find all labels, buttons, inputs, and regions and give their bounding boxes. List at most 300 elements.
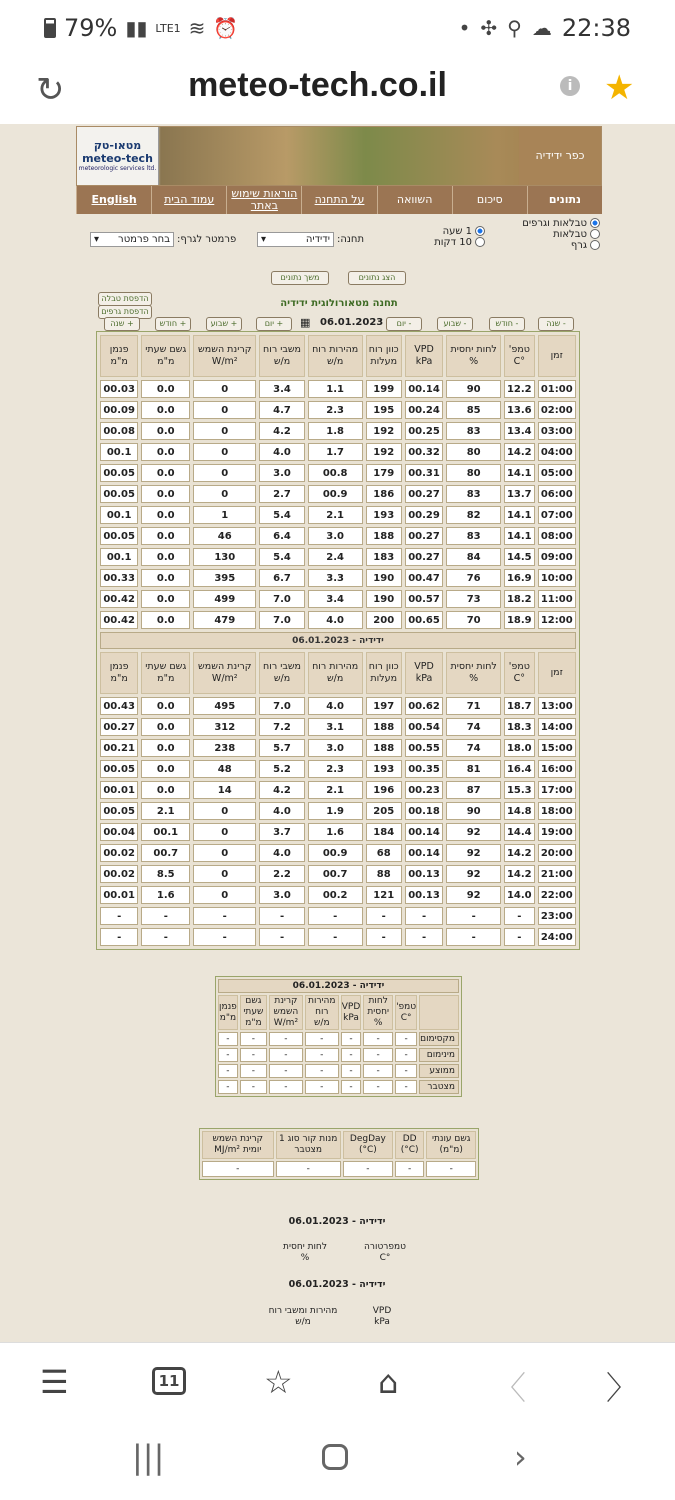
- summary-cell: -: [269, 1080, 303, 1094]
- summary-header: [419, 995, 459, 1030]
- table-cell: 22:00: [538, 886, 577, 904]
- header-label: כוון רוח: [368, 661, 399, 672]
- month-plus-button[interactable]: חודש +: [155, 317, 191, 331]
- summary-cell: -: [269, 1064, 303, 1078]
- table-cell: 0: [193, 422, 256, 440]
- table-cell: 197: [366, 697, 402, 715]
- radio-icon[interactable]: [590, 218, 600, 228]
- header-unit: °C: [513, 356, 526, 367]
- station-select[interactable]: ידידיה ▾: [257, 232, 334, 247]
- graph1-legend-temp: טמפרטורה C°: [364, 1242, 406, 1263]
- table-cell: 4.2: [259, 781, 304, 799]
- table-cell: 8.5: [141, 865, 190, 883]
- table-cell: 16:00: [538, 760, 577, 778]
- summary-row: [218, 1064, 459, 1078]
- table-cell: 0.0: [141, 485, 190, 503]
- table-cell: 130: [193, 548, 256, 566]
- table-cell: 0.0: [141, 548, 190, 566]
- header-unit: מ"מ: [219, 1012, 237, 1023]
- table-cell: 7.0: [259, 697, 304, 715]
- cumulative-header: קרינת השמש יומית MJ/m²: [202, 1131, 274, 1159]
- table-cell: 18:00: [538, 802, 577, 820]
- table-cell: 3.0: [308, 527, 363, 545]
- table-cell: 0: [193, 443, 256, 461]
- table-cell: 5.7: [259, 739, 304, 757]
- table-cell: 4.0: [259, 443, 304, 461]
- table-cell: 184: [366, 823, 402, 841]
- header-label: קרינת השמש: [198, 661, 252, 672]
- table-cell: 06:00: [538, 485, 577, 503]
- recent-apps-icon[interactable]: |||: [132, 1438, 165, 1476]
- header-unit: W/m²: [211, 356, 238, 367]
- table-row: [100, 464, 576, 482]
- header-label: טמפ': [508, 344, 530, 355]
- table-cell: 205: [366, 802, 402, 820]
- table-row: [100, 823, 576, 841]
- table-cell: 00.42: [100, 590, 138, 608]
- table-cell: 4.0: [308, 611, 363, 629]
- nav-about-station[interactable]: על התחנה: [301, 186, 376, 214]
- current-date[interactable]: 06.01.2023: [320, 317, 384, 328]
- table-cell: 14.0: [504, 886, 534, 904]
- table-cell: 02:00: [538, 401, 577, 419]
- table-cell: 395: [193, 569, 256, 587]
- table-row: [100, 802, 576, 820]
- table-cell: -: [504, 928, 534, 946]
- column-header: [193, 335, 256, 377]
- view-options: [510, 218, 600, 251]
- table-cell: 4.0: [308, 697, 363, 715]
- cumulative-cell: -: [276, 1161, 341, 1177]
- summary-cell: -: [305, 1032, 339, 1046]
- header-label: משבי רוח: [263, 661, 302, 672]
- table-cell: 90: [446, 802, 501, 820]
- table-cell: 00.27: [405, 485, 443, 503]
- tabs-icon[interactable]: 11: [152, 1367, 186, 1395]
- nav-english[interactable]: English: [76, 186, 151, 214]
- year-plus-button[interactable]: שנה +: [104, 317, 140, 331]
- table-cell: 0.0: [141, 422, 190, 440]
- table-cell: 07:00: [538, 506, 577, 524]
- table-row: [100, 569, 576, 587]
- table-cell: 00.1: [100, 548, 138, 566]
- graph2-legend-vpd: VPD kPa: [372, 1306, 392, 1327]
- month-minus-button[interactable]: חודש -: [489, 317, 525, 331]
- table-cell: 183: [366, 548, 402, 566]
- table-cell: 2.4: [308, 548, 363, 566]
- view-graph[interactable]: גרף: [510, 240, 600, 251]
- table-cell: 03:00: [538, 422, 577, 440]
- cumulative-header: DD (°C): [395, 1131, 425, 1159]
- table-row: [100, 506, 576, 524]
- table-cell: 00.08: [100, 422, 138, 440]
- table-cell: 81: [446, 760, 501, 778]
- table-row: [100, 739, 576, 757]
- table-cell: 479: [193, 611, 256, 629]
- graph1-title: ידידיה - 06.01.2023: [288, 1216, 386, 1227]
- day-minus-button[interactable]: יום -: [386, 317, 422, 331]
- table-cell: 00.02: [100, 844, 138, 862]
- header-label: גשם שעתי: [243, 996, 264, 1017]
- table-cell: 13.6: [504, 401, 534, 419]
- home-button-icon[interactable]: [322, 1444, 348, 1470]
- browser-bottom-bar: [0, 1342, 675, 1422]
- view-tables[interactable]: טבלאות: [510, 229, 600, 240]
- table-row: [100, 886, 576, 904]
- table-cell: 80: [446, 464, 501, 482]
- table-row: [100, 443, 576, 461]
- station-title: תחנה מטאורולוגית ידידיה: [280, 298, 398, 309]
- table-cell: 14.1: [504, 464, 534, 482]
- header-label: VPD: [414, 344, 434, 355]
- table-cell: 16.4: [504, 760, 534, 778]
- table-cell: 00.01: [100, 781, 138, 799]
- header-label: משבי רוח: [263, 344, 302, 355]
- table-cell: 0.0: [141, 401, 190, 419]
- print-graphs-button[interactable]: הדפסת גרפים: [98, 305, 152, 319]
- summary-cell: -: [240, 1064, 267, 1078]
- column-header: [259, 335, 304, 377]
- radio-icon[interactable]: [475, 237, 485, 247]
- table-row: [100, 548, 576, 566]
- nav-compare[interactable]: השוואה: [377, 186, 452, 214]
- header-unit: W/m²: [211, 673, 238, 684]
- table-cell: 88: [366, 865, 402, 883]
- cumulative-cell: -: [426, 1161, 476, 1177]
- header-label: קרינת השמש: [273, 996, 299, 1017]
- interval-10min[interactable]: 10 דקות: [425, 237, 485, 248]
- summary-cell: -: [218, 1064, 238, 1078]
- table-row: [100, 928, 576, 946]
- table-cell: 0.0: [141, 443, 190, 461]
- table-cell: 21:00: [538, 865, 577, 883]
- summary-cell: -: [363, 1032, 393, 1046]
- meteo-tech-logo[interactable]: [77, 127, 159, 185]
- logo-english: meteo-tech: [82, 152, 153, 165]
- summary-cell: -: [240, 1080, 267, 1094]
- table-cell: 00.04: [100, 823, 138, 841]
- table-cell: 00.55: [405, 739, 443, 757]
- table-cell: 0: [193, 464, 256, 482]
- header-label: לחות יחסית: [450, 344, 497, 355]
- table-cell: 83: [446, 485, 501, 503]
- table-cell: 3.4: [259, 380, 304, 398]
- table-cell: 195: [366, 401, 402, 419]
- table-cell: 00.31: [405, 464, 443, 482]
- summary-row: [218, 1032, 459, 1046]
- nav-data[interactable]: נתונים: [527, 186, 602, 214]
- table-cell: 18.0: [504, 739, 534, 757]
- table-cell: 24:00: [538, 928, 577, 946]
- table-cell: 74: [446, 718, 501, 736]
- view-tables-graphs[interactable]: טבלאות וגרפים: [510, 218, 600, 229]
- summary-cell: -: [341, 1080, 362, 1094]
- table-cell: 2.7: [259, 485, 304, 503]
- url-bar: [0, 56, 675, 124]
- table-cell: 92: [446, 823, 501, 841]
- table-cell: 179: [366, 464, 402, 482]
- table-cell: -: [308, 907, 363, 925]
- table-cell: 186: [366, 485, 402, 503]
- summary-header: [218, 995, 238, 1030]
- summary-header: [269, 995, 303, 1030]
- table-cell: 00.13: [405, 865, 443, 883]
- cumulative-cell: -: [343, 1161, 393, 1177]
- table-cell: 90: [446, 380, 501, 398]
- radio-icon[interactable]: [590, 240, 600, 250]
- table-cell: 00.1: [141, 823, 190, 841]
- back-nav-icon[interactable]: ›: [514, 1438, 527, 1476]
- summary-cell: -: [240, 1048, 267, 1062]
- table-cell: 3.0: [308, 739, 363, 757]
- table-cell: 00.33: [100, 569, 138, 587]
- table-cell: 00.9: [308, 844, 363, 862]
- next-data-button[interactable]: משך נתונים: [271, 271, 329, 285]
- table-cell: 1.8: [308, 422, 363, 440]
- table-cell: -: [193, 928, 256, 946]
- table-cell: 1.6: [308, 823, 363, 841]
- nav-home[interactable]: עמוד הבית: [151, 186, 226, 214]
- header-unit: מ/ש: [314, 1018, 330, 1028]
- cumulative-header: DegDay (°C): [343, 1131, 393, 1159]
- summary-header: [305, 995, 339, 1030]
- column-header: [446, 652, 501, 694]
- param-label: פרמטר לגרף:: [177, 234, 237, 245]
- table-cell: 00.42: [100, 611, 138, 629]
- table-cell: 14.2: [504, 844, 534, 862]
- table-cell: 00.09: [100, 401, 138, 419]
- table-cell: 499: [193, 590, 256, 608]
- summary-row-label: מקסימום: [419, 1032, 459, 1046]
- url-text[interactable]: meteo-tech.co.il: [188, 66, 447, 104]
- table-cell: 495: [193, 697, 256, 715]
- bookmarks-icon[interactable]: ☆: [264, 1363, 293, 1401]
- table-cell: 192: [366, 443, 402, 461]
- calendar-icon[interactable]: ▦: [300, 316, 311, 329]
- table-cell: 00.1: [100, 506, 138, 524]
- date-separator: ידידיה - 06.01.2023: [100, 632, 576, 649]
- table-cell: 68: [366, 844, 402, 862]
- table-cell: 00.05: [100, 527, 138, 545]
- table-cell: 0: [193, 823, 256, 841]
- table-cell: 05:00: [538, 464, 577, 482]
- table-cell: 7.0: [259, 590, 304, 608]
- column-header: [446, 335, 501, 377]
- table-cell: -: [405, 928, 443, 946]
- place-name: כפר ידידיה: [519, 127, 601, 185]
- table-cell: 00.9: [308, 485, 363, 503]
- summary-cell: -: [363, 1048, 393, 1062]
- param-select[interactable]: בחר פרמטר ▾: [90, 232, 174, 247]
- logo-subtitle: meteorologic services ltd.: [78, 165, 157, 172]
- info-icon[interactable]: i: [560, 76, 580, 96]
- reload-icon[interactable]: ↻: [36, 70, 65, 110]
- table-cell: 00.27: [405, 548, 443, 566]
- table-header-b: [100, 652, 576, 694]
- table-cell: 188: [366, 739, 402, 757]
- logo-hebrew: מטאו-טק: [93, 139, 142, 152]
- table-cell: 00.05: [100, 464, 138, 482]
- table-cell: 74: [446, 739, 501, 757]
- column-header: [100, 652, 138, 694]
- week-plus-button[interactable]: שבוע +: [206, 317, 242, 331]
- station-label: תחנה:: [337, 234, 365, 245]
- summary-cell: -: [218, 1080, 238, 1094]
- forward-icon[interactable]: 〉: [606, 1369, 639, 1407]
- table-cell: 00.27: [405, 527, 443, 545]
- table-cell: 3.7: [259, 823, 304, 841]
- table-row: [100, 527, 576, 545]
- table-cell: 1.9: [308, 802, 363, 820]
- table-cell: 17:00: [538, 781, 577, 799]
- summary-cell: -: [395, 1080, 417, 1094]
- table-cell: -: [259, 928, 304, 946]
- print-table-button[interactable]: הדפסת טבלה: [98, 292, 152, 306]
- menu-icon[interactable]: ☰: [40, 1363, 69, 1401]
- table-cell: 7.0: [259, 611, 304, 629]
- table-row: [100, 781, 576, 799]
- table-cell: 14.5: [504, 548, 534, 566]
- column-header: [405, 335, 443, 377]
- summary-cell: -: [363, 1064, 393, 1078]
- battery-icon: [44, 18, 56, 38]
- table-row: [100, 590, 576, 608]
- table-cell: -: [504, 907, 534, 925]
- summary-cell: -: [395, 1032, 417, 1046]
- table-cell: 0.0: [141, 739, 190, 757]
- table-cell: 3.0: [259, 464, 304, 482]
- table-cell: 00.01: [100, 886, 138, 904]
- column-header: [141, 335, 190, 377]
- table-cell: 14.2: [504, 443, 534, 461]
- table-cell: 7.2: [259, 718, 304, 736]
- table-cell: -: [446, 928, 501, 946]
- header-label: מהירות רוח: [312, 661, 359, 672]
- status-bar: [0, 0, 675, 56]
- table-cell: 00.7: [308, 865, 363, 883]
- summary-cell: -: [363, 1080, 393, 1094]
- table-cell: 2.3: [308, 401, 363, 419]
- interval-1h[interactable]: 1 שעה: [425, 226, 485, 237]
- table-row: [100, 401, 576, 419]
- header-label: VPD: [341, 1001, 361, 1012]
- table-cell: 14: [193, 781, 256, 799]
- table-cell: 2.1: [141, 802, 190, 820]
- battery-percent: 79%: [64, 14, 118, 42]
- interval-options: [425, 226, 485, 248]
- summary-table: [215, 976, 462, 1097]
- table-cell: 2.1: [308, 506, 363, 524]
- show-data-button[interactable]: הצג נתונים: [348, 271, 406, 285]
- summary-row: [218, 1080, 459, 1094]
- header-label: טמפ': [396, 1001, 417, 1012]
- table-cell: 00.03: [100, 380, 138, 398]
- table-cell: 1: [193, 506, 256, 524]
- column-header: [405, 652, 443, 694]
- column-header: [193, 652, 256, 694]
- header-unit: %: [469, 356, 479, 367]
- table-cell: 00.25: [405, 422, 443, 440]
- table-cell: 0: [193, 380, 256, 398]
- year-minus-button[interactable]: שנה -: [538, 317, 574, 331]
- table-cell: 92: [446, 886, 501, 904]
- table-cell: 192: [366, 422, 402, 440]
- table-cell: 10:00: [538, 569, 577, 587]
- table-body: [100, 380, 576, 946]
- header-label: VPD: [414, 661, 434, 672]
- table-cell: 4.2: [259, 422, 304, 440]
- radio-icon[interactable]: [590, 229, 600, 239]
- header-label: פנמן: [109, 344, 129, 355]
- summary-cell: -: [240, 1032, 267, 1046]
- summary-header: [395, 995, 417, 1030]
- table-cell: 3.1: [308, 718, 363, 736]
- table-cell: 121: [366, 886, 402, 904]
- summary-cell: -: [341, 1048, 362, 1062]
- header-label: זמן: [550, 667, 563, 678]
- table-cell: 00.14: [405, 380, 443, 398]
- back-icon[interactable]: 〈: [494, 1369, 527, 1407]
- table-cell: 14.4: [504, 823, 534, 841]
- table-cell: -: [100, 907, 138, 925]
- star-icon[interactable]: ★: [604, 68, 635, 108]
- table-cell: 00.7: [141, 844, 190, 862]
- header-unit: W/m²: [273, 1018, 299, 1028]
- table-cell: 193: [366, 760, 402, 778]
- summary-row-label: מצטבר: [419, 1080, 459, 1094]
- summary-cell: -: [269, 1032, 303, 1046]
- summary-header: [240, 995, 267, 1030]
- wifi-icon: ≋: [188, 16, 206, 40]
- table-cell: 312: [193, 718, 256, 736]
- radio-icon[interactable]: [475, 226, 485, 236]
- week-minus-button[interactable]: שבוע -: [437, 317, 473, 331]
- header-unit: kPa: [415, 356, 433, 367]
- table-cell: 80: [446, 443, 501, 461]
- table-cell: 00.05: [100, 802, 138, 820]
- table-cell: 6.4: [259, 527, 304, 545]
- table-cell: 3.4: [308, 590, 363, 608]
- table-cell: 04:00: [538, 443, 577, 461]
- nav-instructions[interactable]: הוראות שימוש באתר: [226, 186, 301, 214]
- table-cell: 2.2: [259, 865, 304, 883]
- table-cell: 12:00: [538, 611, 577, 629]
- summary-cell: -: [269, 1048, 303, 1062]
- nav-summary[interactable]: סיכום: [452, 186, 527, 214]
- table-cell: 0.0: [141, 527, 190, 545]
- header-label: לחות יחסית: [450, 661, 497, 672]
- header-unit: מ/ש: [326, 673, 344, 684]
- summary-header: [363, 995, 393, 1030]
- table-cell: 00.54: [405, 718, 443, 736]
- summary-header: [341, 995, 362, 1030]
- table-cell: 238: [193, 739, 256, 757]
- table-cell: 13.4: [504, 422, 534, 440]
- table-cell: 0: [193, 802, 256, 820]
- header-label: פנמן: [109, 661, 129, 672]
- table-cell: 15.3: [504, 781, 534, 799]
- table-cell: 2.3: [308, 760, 363, 778]
- table-cell: 00.35: [405, 760, 443, 778]
- summary-cell: -: [395, 1048, 417, 1062]
- table-cell: 00.23: [405, 781, 443, 799]
- home-icon[interactable]: ⌂: [378, 1363, 399, 1401]
- table-cell: -: [366, 907, 402, 925]
- header-unit: °C: [400, 1012, 412, 1023]
- summary-cell: -: [395, 1064, 417, 1078]
- header-unit: מ/ש: [273, 673, 291, 684]
- day-plus-button[interactable]: יום +: [256, 317, 292, 331]
